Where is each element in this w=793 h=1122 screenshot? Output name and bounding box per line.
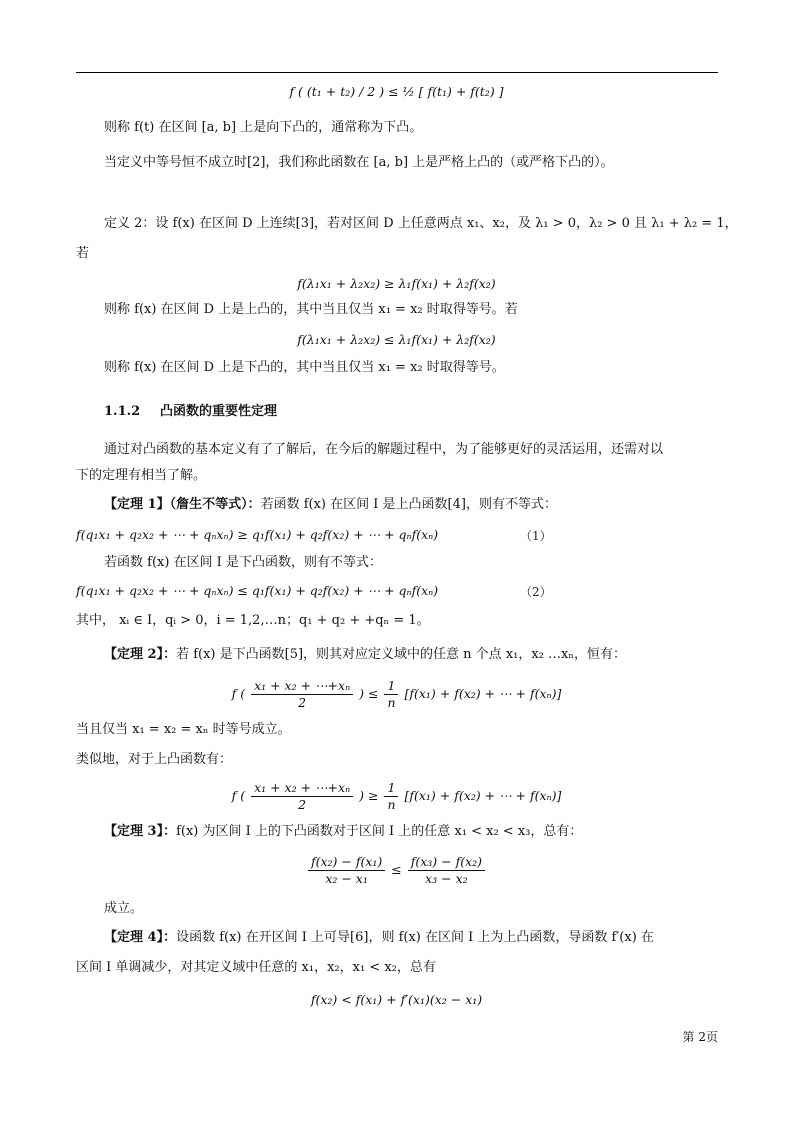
equation-jensen-lower: f(q₁x₁ + q₂x₂ + ⋯ + qₙxₙ) ≤ q₁f(x₁) + q₂f(x₂) + ⋯ + qₙf(xₙ) [76, 583, 439, 598]
theorem-4-text: 设函数 f(x) 在开区间 I 上可导[6]，则 f(x) 在区间 I 上为上凸函数，导函数 f′(x) 在 [176, 930, 654, 945]
fraction-numerator: x₁ + x₂ + ⋯+xₙ [251, 780, 353, 797]
equation-jensen-upper: f(q₁x₁ + q₂x₂ + ⋯ + qₙxₙ) ≥ q₁f(x₁) + q₂f(x₂) + ⋯ + qₙf(xₙ) [76, 527, 439, 542]
fraction-numerator: 1 [384, 780, 398, 797]
equation-slope-inequality [0, 850, 793, 890]
paragraph-line: 则称 f(t) 在区间 [a, b] 上是向下凸的，通常称为下凸。 [104, 120, 423, 135]
equation-midpoint-convexity: f ( (t₁ + t₂) / 2 ) ≤ ½ [ f(t₁) + f(t₂) ] [289, 84, 504, 99]
paragraph-line: 通过对凸函数的基本定义有了了解后，在今后的解题过程中，为了能够更好的灵活运用，还需对以 [104, 442, 664, 457]
equation-number: （2） [520, 585, 552, 599]
theorem-2-text: 若 f(x) 是下凸函数[5]，则其对应定义域中的任意 n 个点 x₁，x₂ …xₙ，恒有： [176, 647, 626, 662]
fraction [408, 854, 485, 887]
equation-jensen-mean-upper [0, 778, 793, 814]
eq-part: f ( [231, 788, 246, 803]
paragraph-line: 成立。 [104, 901, 144, 916]
eq-part: [f(x₁) + f(x₂) + ⋯ + f(xₙ)] [404, 788, 562, 803]
equation-lower-convex: f(λ₁x₁ + λ₂x₂) ≤ λ₁f(x₁) + λ₂f(x₂) [297, 332, 496, 347]
paragraph-line: 则称 f(x) 在区间 D 上是下凸的，其中当且仅当 x₁ = x₂ 时取得等号。 [104, 360, 505, 375]
paragraph-line: 当定义中等号恒不成立时[2]，我们称此函数在 [a, b] 上是严格上凸的（或严格下凸的）。 [104, 155, 614, 170]
fraction [384, 678, 398, 711]
equation-tangent-inequality: f(x₂) < f(x₁) + f′(x₁)(x₂ − x₁) [310, 992, 483, 1007]
equation-upper-convex: f(λ₁x₁ + λ₂x₂) ≥ λ₁f(x₁) + λ₂f(x₂) [297, 276, 496, 291]
fraction [308, 854, 385, 887]
theorem-1-text: 若函数 f(x) 在区间 I 是上凸函数[4]，则有不等式： [260, 497, 557, 512]
paragraph-line: 若 [76, 246, 90, 261]
theorem-1-tag: 【定理 1】（詹生不等式）： [104, 497, 261, 512]
fraction-denominator: n [387, 797, 396, 812]
fraction-numerator: f(x₃) − f(x₂) [408, 854, 485, 871]
paragraph-line: 类似地，对于上凸函数有： [76, 752, 233, 767]
fraction-numerator: f(x₂) − f(x₁) [308, 854, 385, 871]
section-title: 凸函数的重要性定理 [160, 404, 278, 419]
eq-part: [f(x₁) + f(x₂) + ⋯ + f(xₙ)] [404, 686, 562, 701]
fraction-denominator: 2 [298, 695, 307, 710]
page-number: 第 2页 [682, 1030, 718, 1044]
equation-jensen-mean-lower [0, 676, 793, 712]
eq-part: ≤ [391, 862, 402, 877]
fraction-numerator: x₁ + x₂ + ⋯+xₙ [251, 678, 353, 695]
paragraph-line: 区间 I 单调减少，对其定义域中任意的 x₁，x₂，x₁ < x₂，总有 [76, 960, 436, 975]
theorem-2-tag: 【定理 2】： [104, 647, 177, 662]
eq-part: f ( [231, 686, 246, 701]
fraction [251, 678, 353, 711]
equation-number: （1） [520, 529, 552, 543]
theorem-1-line [104, 495, 557, 515]
fraction-numerator: 1 [384, 678, 398, 695]
paragraph-line: 下的定理有相当了解。 [76, 468, 207, 483]
paragraph-line: 其中， xᵢ ∈ I，qᵢ > 0，i = 1,2,…n；q₁ + q₂ + +qₙ = 1。 [76, 613, 430, 628]
theorem-3-text: f(x) 为区间 I 上的下凸函数对于区间 I 上的任意 x₁ < x₂ < x₃，总有： [176, 824, 583, 839]
section-number: 1.1.2 [104, 404, 141, 419]
definition-2-line: 定义 2：设 f(x) 在区间 D 上连续[3]，若对区间 D 上任意两点 x₁、x₂，及 λ₁ > 0，λ₂ > 0 且 λ₁ + λ₂ = 1， [104, 216, 738, 231]
fraction-denominator: x₃ − x₂ [425, 871, 468, 886]
theorem-3-tag: 【定理 3】： [104, 824, 177, 839]
theorem-3-line [104, 822, 582, 842]
eq-part: ) ≥ [359, 788, 379, 803]
fraction-denominator: n [387, 695, 396, 710]
theorem-2-line [104, 645, 626, 665]
theorem-4-tag: 【定理 4】： [104, 930, 177, 945]
paragraph-line: 若函数 f(x) 在区间 I 是下凸函数，则有不等式： [104, 555, 382, 570]
theorem-4-line [104, 928, 654, 948]
fraction [251, 780, 353, 813]
header-rule [76, 72, 718, 73]
fraction [384, 780, 398, 813]
paragraph-line: 当且仅当 x₁ = x₂ = xₙ 时等号成立。 [76, 722, 291, 737]
eq-part: ) ≤ [359, 686, 379, 701]
paragraph-line: 则称 f(x) 在区间 D 上是上凸的，其中当且仅当 x₁ = x₂ 时取得等号。若 [104, 302, 518, 317]
fraction-denominator: x₂ − x₁ [325, 871, 368, 886]
fraction-denominator: 2 [298, 797, 307, 812]
